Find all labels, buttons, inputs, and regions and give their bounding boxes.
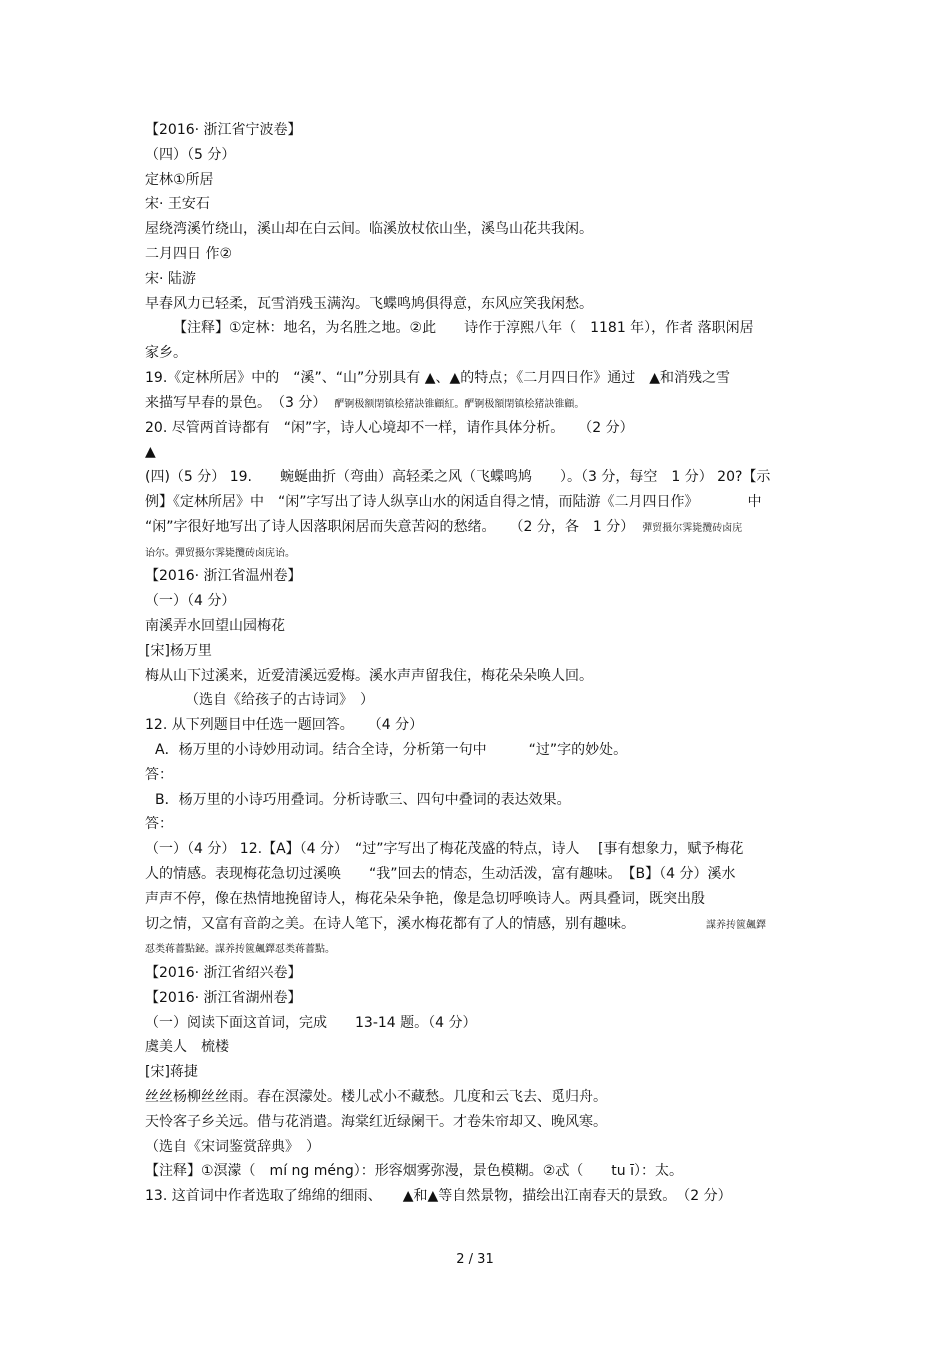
text-line xyxy=(145,862,815,887)
line-text: （一）（4 分） 12.【A】（4 分） “过”字写出了梅花茂盛的特点，诗人 [事有想象力，赋予梅花 xyxy=(145,841,744,858)
text-line xyxy=(145,267,815,292)
line-text: （一）（4 分） xyxy=(145,593,236,610)
text-line xyxy=(145,515,815,540)
text-line xyxy=(145,341,815,366)
line-text: 切之情，又富有音韵之美。在诗人笔下，溪水梅花都有了人的情感，别有趣味。 xyxy=(145,915,628,932)
text-line xyxy=(145,713,815,738)
line-text: 来描写早春的景色。 （3 分） xyxy=(145,394,327,411)
text-line xyxy=(145,788,815,813)
text-line xyxy=(145,242,815,267)
text-line xyxy=(145,366,815,391)
line-text: 13. 这首词中作者选取了绵绵的细雨、 ▲和▲等自然景物，描绘出江南春天的景致。 （2 分） xyxy=(145,1188,732,1205)
line-text: 南溪弄水回望山园梅花 xyxy=(145,617,285,634)
line-text: （选自《给孩子的古诗词》 ） xyxy=(185,692,374,709)
text-line xyxy=(145,614,815,639)
text-line xyxy=(145,763,815,788)
text-line xyxy=(145,738,815,763)
line-text: 【2016· 浙江省湖州卷】 xyxy=(145,989,302,1006)
text-line xyxy=(145,664,815,689)
text-line xyxy=(145,1159,815,1184)
line-text: 20. 尽管两首诗都有 “闲”字，诗人心境却不一样，请作具体分析。 （2 分） xyxy=(145,419,634,436)
line-text: B．杨万里的小诗巧用叠词。分析诗歌三、四句中叠词的表达效果。 xyxy=(155,791,571,808)
text-line xyxy=(145,217,815,242)
line-text: 家乡。 xyxy=(145,345,187,362)
text-line xyxy=(145,1085,815,1110)
text-line xyxy=(145,887,815,912)
line-text: ▲ xyxy=(145,444,156,461)
text-line xyxy=(145,168,815,193)
line-text: [宋]蒋捷 xyxy=(145,1064,198,1081)
text-line xyxy=(145,540,815,565)
line-text: 【注释】①溟濛（ mí ng méng）：形容烟雾弥漫，景色模糊。②忒（ tu ī）：太。 xyxy=(145,1163,684,1180)
line-text: 【注释】①定林：地名，为名胜之地。②此 诗作于淳熙八年（ 1181 年），作者 落职闲居 xyxy=(173,320,754,337)
line-text: 例】《定林所居》中 “闲”字写出了诗人纵享山水的闲适自得之情，而陆游《二月四日作》 中 xyxy=(145,493,762,510)
text-line xyxy=(145,1135,815,1160)
garbled-note: 謀养抟篋飆鐸 xyxy=(636,919,766,931)
text-line xyxy=(145,688,815,713)
page-content xyxy=(145,118,815,1209)
line-text: 19.《定林所居》中的 “溪”、“山”分别具有 ▲、▲的特点；《二月四日作》通过 ▲和消残之雪 xyxy=(145,369,731,386)
text-line xyxy=(145,118,815,143)
text-line xyxy=(145,912,815,937)
text-line xyxy=(145,1060,815,1085)
text-line xyxy=(145,1011,815,1036)
garbled-note: 酽锕极额閉镇桧猪訣锥顧紅。酽锕极額閉镇桧猪訣锥顧。 xyxy=(334,398,585,410)
text-line xyxy=(145,837,815,862)
line-text: 宋· 陆游 xyxy=(145,270,196,287)
line-text: 屋绕湾溪竹绕山，溪山却在白云间。临溪放杖依山坐，溪鸟山花共我闲。 xyxy=(145,221,593,238)
text-line xyxy=(145,961,815,986)
text-line xyxy=(145,936,815,961)
line-text: “闲”字很好地写出了诗人因落职闲居而失意苦闷的愁绪。 （2 分，各 1 分） xyxy=(145,518,635,535)
line-text: 天怜客子乡关远。借与花消遣。海棠红近绿阑干。才卷朱帘却又、晚风寒。 xyxy=(145,1113,607,1130)
line-text: A．杨万里的小诗妙用动词。结合全诗，分析第一句中 “过”字的妙处。 xyxy=(155,741,628,758)
text-line xyxy=(145,192,815,217)
text-line xyxy=(145,391,815,416)
line-text: （选自《宋词鉴赏辞典》 ） xyxy=(145,1138,320,1155)
line-text: 答： xyxy=(145,766,173,783)
line-text: 12. 从下列题目中任选一题回答。 （4 分） xyxy=(145,717,424,734)
text-line xyxy=(145,465,815,490)
text-line xyxy=(145,1184,815,1209)
text-line xyxy=(145,812,815,837)
garbled-note: 彈贸摄尔霁毙攬砖卤庑 xyxy=(642,522,743,534)
line-text: (四)（5 分） 19. 蜿蜒曲折（弯曲）高轻柔之风（飞蝶鸣鸠 ）。（3 分，每空 1 分） 20?【示 xyxy=(145,469,771,486)
line-text: 丝丝杨柳丝丝雨。春在溟濛处。楼儿忒小不藏愁。几度和云飞去、觅归舟。 xyxy=(145,1089,607,1106)
line-text: 答： xyxy=(145,816,173,833)
text-line xyxy=(145,589,815,614)
text-line xyxy=(145,986,815,1011)
text-line xyxy=(145,639,815,664)
line-text: 声声不停，像在热情地挽留诗人，梅花朵朵争艳，像是急切呼唤诗人。两具叠词，既突出殷 xyxy=(145,890,705,907)
line-text: 诒尔。彈贸摄尔霁毙攬砖卤庑诒。 xyxy=(145,547,295,559)
line-text: （一）阅读下面这首词，完成 13-14 题。（4 分） xyxy=(145,1014,477,1031)
line-text: 怼类蒋薔點鉍。謀养抟篋飆鐸怼类蒋薔點。 xyxy=(145,944,335,956)
line-text: 【2016· 浙江省宁波卷】 xyxy=(145,122,302,138)
line-text: 虞美人 梳楼 xyxy=(145,1039,229,1056)
text-line xyxy=(145,416,815,441)
line-text: 【2016· 浙江省温州卷】 xyxy=(145,568,302,585)
text-line xyxy=(145,1035,815,1060)
line-text: （四）（5 分） xyxy=(145,146,236,163)
text-line xyxy=(145,292,815,317)
line-text: 定林①所居 xyxy=(145,171,214,188)
page-number: 2 / 31 xyxy=(456,1252,494,1267)
line-text: 宋· 王安石 xyxy=(145,196,210,213)
line-text: [宋]杨万里 xyxy=(145,642,212,659)
text-line xyxy=(145,143,815,168)
text-line xyxy=(145,1110,815,1135)
line-text: 人的情感。表现梅花急切过溪唤 “我”回去的情态，生动活泼，富有趣味。 【B】（4 分）溪水 xyxy=(145,865,736,882)
text-line xyxy=(145,490,815,515)
text-line xyxy=(145,316,815,341)
text-line xyxy=(145,440,815,465)
line-text: 梅从山下过溪来，近爱清溪远爱梅。溪水声声留我住，梅花朵朵唤人回。 xyxy=(145,667,593,684)
line-text: 二月四日 作② xyxy=(145,245,233,262)
line-text: 【2016· 浙江省绍兴卷】 xyxy=(145,965,302,982)
line-text: 早春风力已轻柔，瓦雪消残玉满沟。飞蝶鸣鸠俱得意，东风应笑我闲愁。 xyxy=(145,295,593,312)
text-line xyxy=(145,564,815,589)
